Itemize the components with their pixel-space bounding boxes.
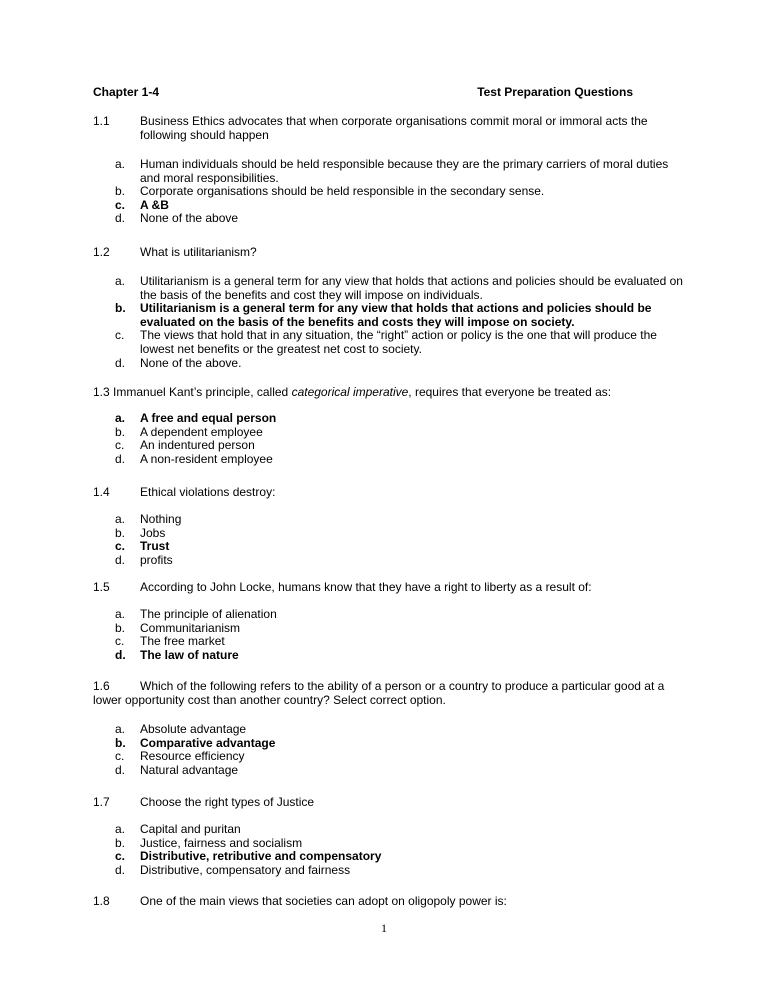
options-1-2 bbox=[115, 275, 685, 370]
option-a: a. The principle of alienation bbox=[115, 607, 277, 621]
question-1-4 bbox=[93, 485, 683, 499]
options-1-3 bbox=[115, 412, 685, 466]
question-text: One of the main views that societies can adopt on oligopoly power is: bbox=[140, 894, 507, 908]
section-title: Test Preparation Questions bbox=[477, 85, 633, 99]
question-number: 1.5 bbox=[93, 580, 110, 594]
option-b: b. Jobs bbox=[115, 525, 166, 540]
question-text: According to John Locke, humans know that they have a right to liberty as a result of: bbox=[140, 580, 592, 594]
question-text: Choose the right types of Justice bbox=[140, 795, 315, 809]
option-d: d. None of the above bbox=[115, 211, 239, 226]
options-1-5 bbox=[115, 608, 685, 662]
option-c-answer: c. Trust bbox=[115, 539, 170, 554]
option-d: d. profits bbox=[115, 552, 173, 567]
emphasis-term: categorical imperative bbox=[291, 385, 409, 399]
page-header bbox=[93, 85, 633, 99]
question-1-2 bbox=[93, 245, 683, 259]
option-a: a. Human individuals should be held responsible because they are the primary carriers of moral duties and moral responsibilities. bbox=[115, 157, 669, 185]
option-a: a. Capital and puritan bbox=[115, 822, 241, 836]
question-text: Business Ethics advocates that when corporate organisations commit moral or immoral acts the following should happen bbox=[140, 114, 648, 142]
option-b: b. Corporate organisations should be held responsible in the secondary sense. bbox=[115, 184, 545, 199]
question-text: What is utilitarianism? bbox=[140, 245, 257, 259]
options-1-1 bbox=[115, 158, 685, 226]
option-a-answer: a. A free and equal person bbox=[115, 411, 277, 425]
option-d: d. Natural advantage bbox=[115, 762, 239, 777]
chapter-label: Chapter 1-4 bbox=[93, 85, 160, 99]
page-number: 1 bbox=[381, 921, 387, 935]
option-c: c. Resource efficiency bbox=[115, 749, 245, 764]
question-1-8 bbox=[93, 894, 683, 908]
option-b: b. A dependent employee bbox=[115, 424, 263, 439]
option-d-answer: d. The law of nature bbox=[115, 647, 239, 662]
options-1-7 bbox=[115, 823, 685, 877]
question-1-7 bbox=[93, 795, 683, 809]
option-c-answer: c. A &B bbox=[115, 197, 169, 212]
option-c: c. The free market bbox=[115, 634, 225, 649]
options-1-4 bbox=[115, 513, 685, 567]
option-b-answer: b. Comparative advantage bbox=[115, 735, 276, 750]
question-number: 1.7 bbox=[93, 795, 110, 809]
options-1-6 bbox=[115, 723, 685, 777]
option-d: d. None of the above. bbox=[115, 355, 242, 370]
question-1-1 bbox=[93, 114, 683, 142]
question-number: 1.6 bbox=[93, 679, 110, 693]
question-1-6 bbox=[93, 679, 683, 707]
option-c: c. The views that hold that in any situation, the “right” action or policy is the one that will produce the lowest net benefits or the greatest net cost to society. bbox=[115, 328, 657, 356]
question-number: 1.1 bbox=[93, 114, 110, 128]
question-number: 1.8 bbox=[93, 894, 110, 908]
option-a: a. Absolute advantage bbox=[115, 722, 247, 736]
option-a: a. Nothing bbox=[115, 512, 182, 526]
option-c: c. An indentured person bbox=[115, 438, 255, 453]
option-b: b. Communitarianism bbox=[115, 620, 241, 635]
question-number: 1.2 bbox=[93, 245, 110, 259]
option-b-answer: b. Utilitarianism is a general term for any view that holds that actions and policies should be evaluated on the basis of the benefits and costs they will impose on society. bbox=[115, 301, 652, 329]
option-a: a. Utilitarianism is a general term for any view that holds that actions and policies should be evaluated on the basis of the benefits and cost they will impose on individuals. bbox=[115, 274, 683, 302]
option-b: b. Justice, fairness and socialism bbox=[115, 835, 303, 850]
option-d: d. Distributive, compensatory and fairness bbox=[115, 862, 351, 877]
option-c-answer: c. Distributive, retributive and compensatory bbox=[115, 849, 382, 864]
question-1-5 bbox=[93, 580, 683, 594]
question-number: 1.4 bbox=[93, 485, 110, 499]
question-text: Ethical violations destroy: bbox=[140, 485, 276, 499]
question-1-3: 1.3 Immanuel Kant’s principle, called categorical imperative, requires that everyone be treated as: bbox=[93, 385, 612, 399]
option-d: d. A non-resident employee bbox=[115, 451, 273, 466]
question-number: 1.3 bbox=[93, 385, 110, 399]
question-text: Which of the following refers to the ability of a person or a country to produce a particular good at a lower opportunity cost than another country? Select correct option. bbox=[93, 679, 665, 707]
